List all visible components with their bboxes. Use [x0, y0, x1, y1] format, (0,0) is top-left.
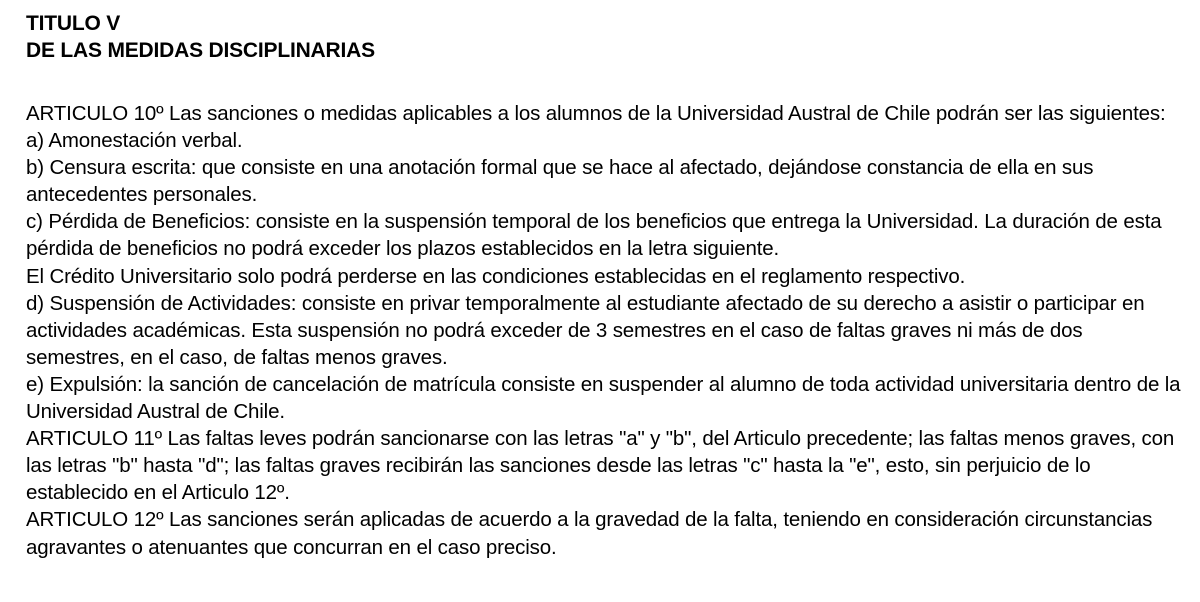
title-line-1: TITULO V	[26, 12, 121, 35]
title-line-2: DE LAS MEDIDAS DISCIPLINARIAS	[26, 39, 375, 62]
paragraph-item-a: a) Amonestación verbal.	[26, 129, 243, 153]
paragraph-item-d: d) Suspensión de Actividades: consiste en privar temporalmente al estudiante afectado de su derecho a asistir o participar en actividades académicas. Esta suspensión no podrá exceder de 3 semestres en el caso de faltas graves ni más de dos semestres, en el caso, de faltas menos graves.	[26, 291, 1145, 369]
paragraph-item-e: e) Expulsión: la sanción de cancelación de matrícula consiste en suspender al alumno de toda actividad universitaria dentro de la Universidad Austral de Chile.	[26, 372, 1181, 424]
document-page	[26, 10, 1186, 561]
heading-spacer	[26, 64, 1186, 100]
paragraph-item-c: c) Pérdida de Beneficios: consiste en la suspensión temporal de los beneficios que entrega la Universidad. La duración de esta pérdida de beneficios no podrá exceder los plazos establecidos en la letra siguiente.	[26, 210, 1162, 261]
title-heading	[26, 10, 1186, 64]
paragraph-articulo-12: ARTICULO 12º Las sanciones serán aplicadas de acuerdo a la gravedad de la falta, teniendo en consideración circunstancias agravantes o atenuantes que concurran en el caso preciso.	[26, 508, 1153, 559]
document-body	[26, 100, 1186, 561]
paragraph-item-b: b) Censura escrita: que consiste en una anotación formal que se hace al afectado, dejándose constancia de ella en sus antecedentes personales.	[26, 156, 1094, 207]
paragraph-articulo-10: ARTICULO 10º Las sanciones o medidas aplicables a los alumnos de la Universidad Austral de Chile podrán ser las siguientes:	[26, 102, 1166, 125]
paragraph-articulo-11: ARTICULO 11º Las faltas leves podrán sancionarse con las letras "a" y "b", del Articulo precedente; las faltas menos graves, con las letras "b" hasta "d"; las faltas graves recibirán las sanciones desde las letras "c" hasta la "e", esto, sin perjuicio de lo establecido en el Articulo 12º.	[26, 427, 1175, 505]
paragraph-credito-universitario: El Crédito Universitario solo podrá perderse en las condiciones establecidas en el reglamento respectivo.	[26, 264, 966, 288]
